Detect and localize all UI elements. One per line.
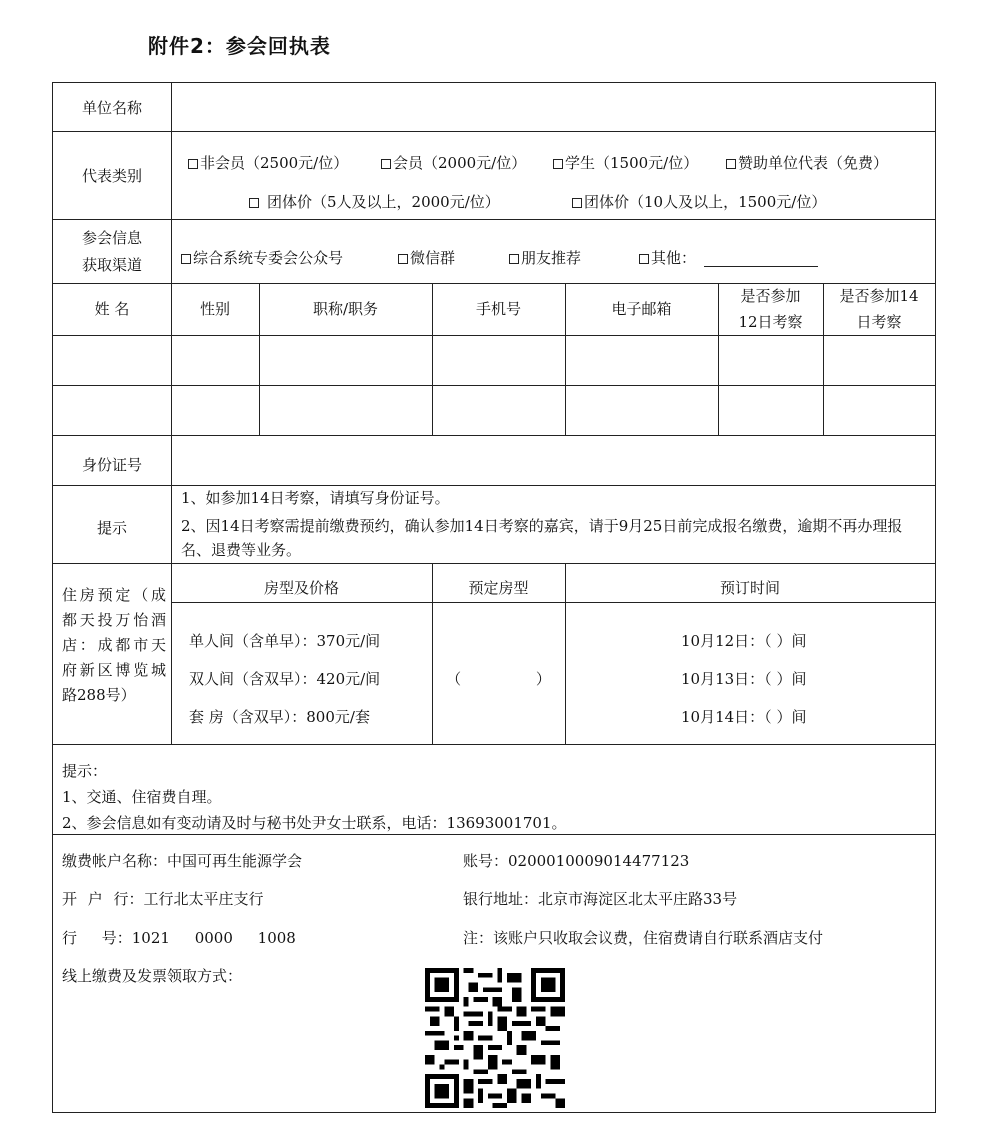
rep-type-option-nonmember[interactable]: 非会员（2500元/位） <box>188 153 348 173</box>
header-name: 姓 名 <box>94 300 130 318</box>
attendee-row2-join12[interactable] <box>720 388 821 433</box>
checkbox-icon <box>639 254 649 264</box>
tips2-line2: 2、参会信息如有变动请及时与秘书处尹女士联系，电话：13693001701。 <box>62 814 567 832</box>
checkbox-icon <box>726 159 736 169</box>
channel-option-official-account[interactable]: 综合系统专委会公众号 <box>181 248 343 268</box>
rep-type-option-sponsor[interactable]: 赞助单位代表（免费） <box>726 153 888 173</box>
header-phone: 手机号 <box>475 300 521 318</box>
housing-header-room-price: 房型及价格 <box>263 579 339 597</box>
attendee-row1-title[interactable] <box>261 338 430 383</box>
tips-line1: 1、如参加14日考察，请填写身份证号。 <box>181 489 450 507</box>
attendee-row2-phone[interactable] <box>434 388 563 433</box>
checkbox-icon <box>188 159 198 169</box>
id-card-label: 身份证号 <box>81 456 142 474</box>
rep-type-option-group5[interactable]: 团体价（5人及以上，2000元/位） <box>249 192 500 212</box>
rep-type-label: 代表类别 <box>81 167 142 185</box>
header-title: 职称/职务 <box>312 300 379 318</box>
attendee-row2-email[interactable] <box>567 388 716 433</box>
payment-note: 注：该账户只收取会议费，住宿费请自行联系酒店支付 <box>463 929 824 947</box>
attendee-row1-join12[interactable] <box>720 338 821 383</box>
channel-option-friend[interactable]: 朋友推荐 <box>509 248 581 268</box>
checkbox-icon <box>249 198 259 208</box>
booking-date-12[interactable]: 10月12日：（ ）间 <box>681 632 807 650</box>
attendee-row1-name[interactable] <box>55 338 169 383</box>
selected-room-type-field[interactable]: （ ） <box>446 670 551 688</box>
attendee-row1-gender[interactable] <box>173 338 257 383</box>
attendee-row2-name[interactable] <box>55 388 169 433</box>
rep-type-option-student[interactable]: 学生（1500元/位） <box>553 153 698 173</box>
header-join-12-line1: 是否参加 <box>740 287 801 305</box>
header-join-12-line2: 12日考察 <box>738 313 803 331</box>
attendee-row1-email[interactable] <box>567 338 716 383</box>
header-join-14-line2: 日考察 <box>856 313 902 331</box>
checkbox-icon <box>181 254 191 264</box>
unit-name-label: 单位名称 <box>81 99 142 117</box>
checkbox-icon <box>381 159 391 169</box>
housing-label: 住房预定（成都天投万怡酒店：成都市天府新区博览城路288号） <box>62 586 166 704</box>
booking-date-14[interactable]: 10月14日：（ ）间 <box>681 708 807 726</box>
channel-option-other[interactable]: 其他： <box>639 248 818 268</box>
header-email: 电子邮箱 <box>611 300 672 318</box>
channel-option-wechat-group[interactable]: 微信群 <box>398 248 455 268</box>
page-title: 附件2：参会回执表 <box>148 34 331 58</box>
header-gender: 性别 <box>199 300 230 318</box>
rep-type-option-member[interactable]: 会员（2000元/位） <box>381 153 526 173</box>
tips2-heading: 提示： <box>62 762 108 780</box>
channel-label-line2: 获取渠道 <box>81 256 142 274</box>
channel-label-line1: 参会信息 <box>81 229 142 247</box>
attendee-row1-join14[interactable] <box>825 338 933 383</box>
housing-header-room-type: 预定房型 <box>468 579 529 597</box>
payment-bank-address: 银行地址：北京市海淀区北太平庄路33号 <box>463 890 738 908</box>
other-channel-input[interactable] <box>704 254 818 267</box>
payment-bank-code: 行 号：1021 0000 1008 <box>62 929 296 947</box>
housing-header-date: 预订时间 <box>719 579 780 597</box>
tips2-line1: 1、交通、住宿费自理。 <box>62 788 222 806</box>
checkbox-icon <box>572 198 582 208</box>
room-suite: 套 房（含双早）：800元/套 <box>189 708 370 726</box>
checkbox-icon <box>509 254 519 264</box>
attendee-row2-join14[interactable] <box>825 388 933 433</box>
payment-bank: 开 户 行：工行北太平庄支行 <box>62 890 264 908</box>
attendee-row2-gender[interactable] <box>173 388 257 433</box>
rep-type-option-group10[interactable]: 团体价（10人及以上，1500元/位） <box>572 192 826 212</box>
attendee-row2-title[interactable] <box>261 388 430 433</box>
qr-code[interactable] <box>425 968 565 1108</box>
unit-name-field[interactable] <box>173 87 933 129</box>
payment-account-no: 账号：0200010009014477123 <box>463 852 690 870</box>
attendee-row1-phone[interactable] <box>434 338 563 383</box>
receipt-form <box>52 82 936 1113</box>
booking-date-13[interactable]: 10月13日：（ ）间 <box>681 670 807 688</box>
payment-online-method: 线上缴费及发票领取方式： <box>62 967 243 985</box>
room-double: 双人间（含双早）：420元/间 <box>189 670 381 688</box>
checkbox-icon <box>398 254 408 264</box>
header-join-14-line1: 是否参加14 <box>839 287 919 305</box>
tips-label: 提示 <box>96 519 127 537</box>
room-single: 单人间（含单早）：370元/间 <box>189 632 381 650</box>
tips-line2: 2、因14日考察需提前缴费预约，确认参加14日考察的嘉宾，请于9月25日前完成报名缴费，逾期不再办理报名、退费等业务。 <box>181 517 903 559</box>
payment-account-name: 缴费帐户名称：中国可再生能源学会 <box>62 852 303 870</box>
id-card-field[interactable] <box>173 438 933 483</box>
checkbox-icon <box>553 159 563 169</box>
